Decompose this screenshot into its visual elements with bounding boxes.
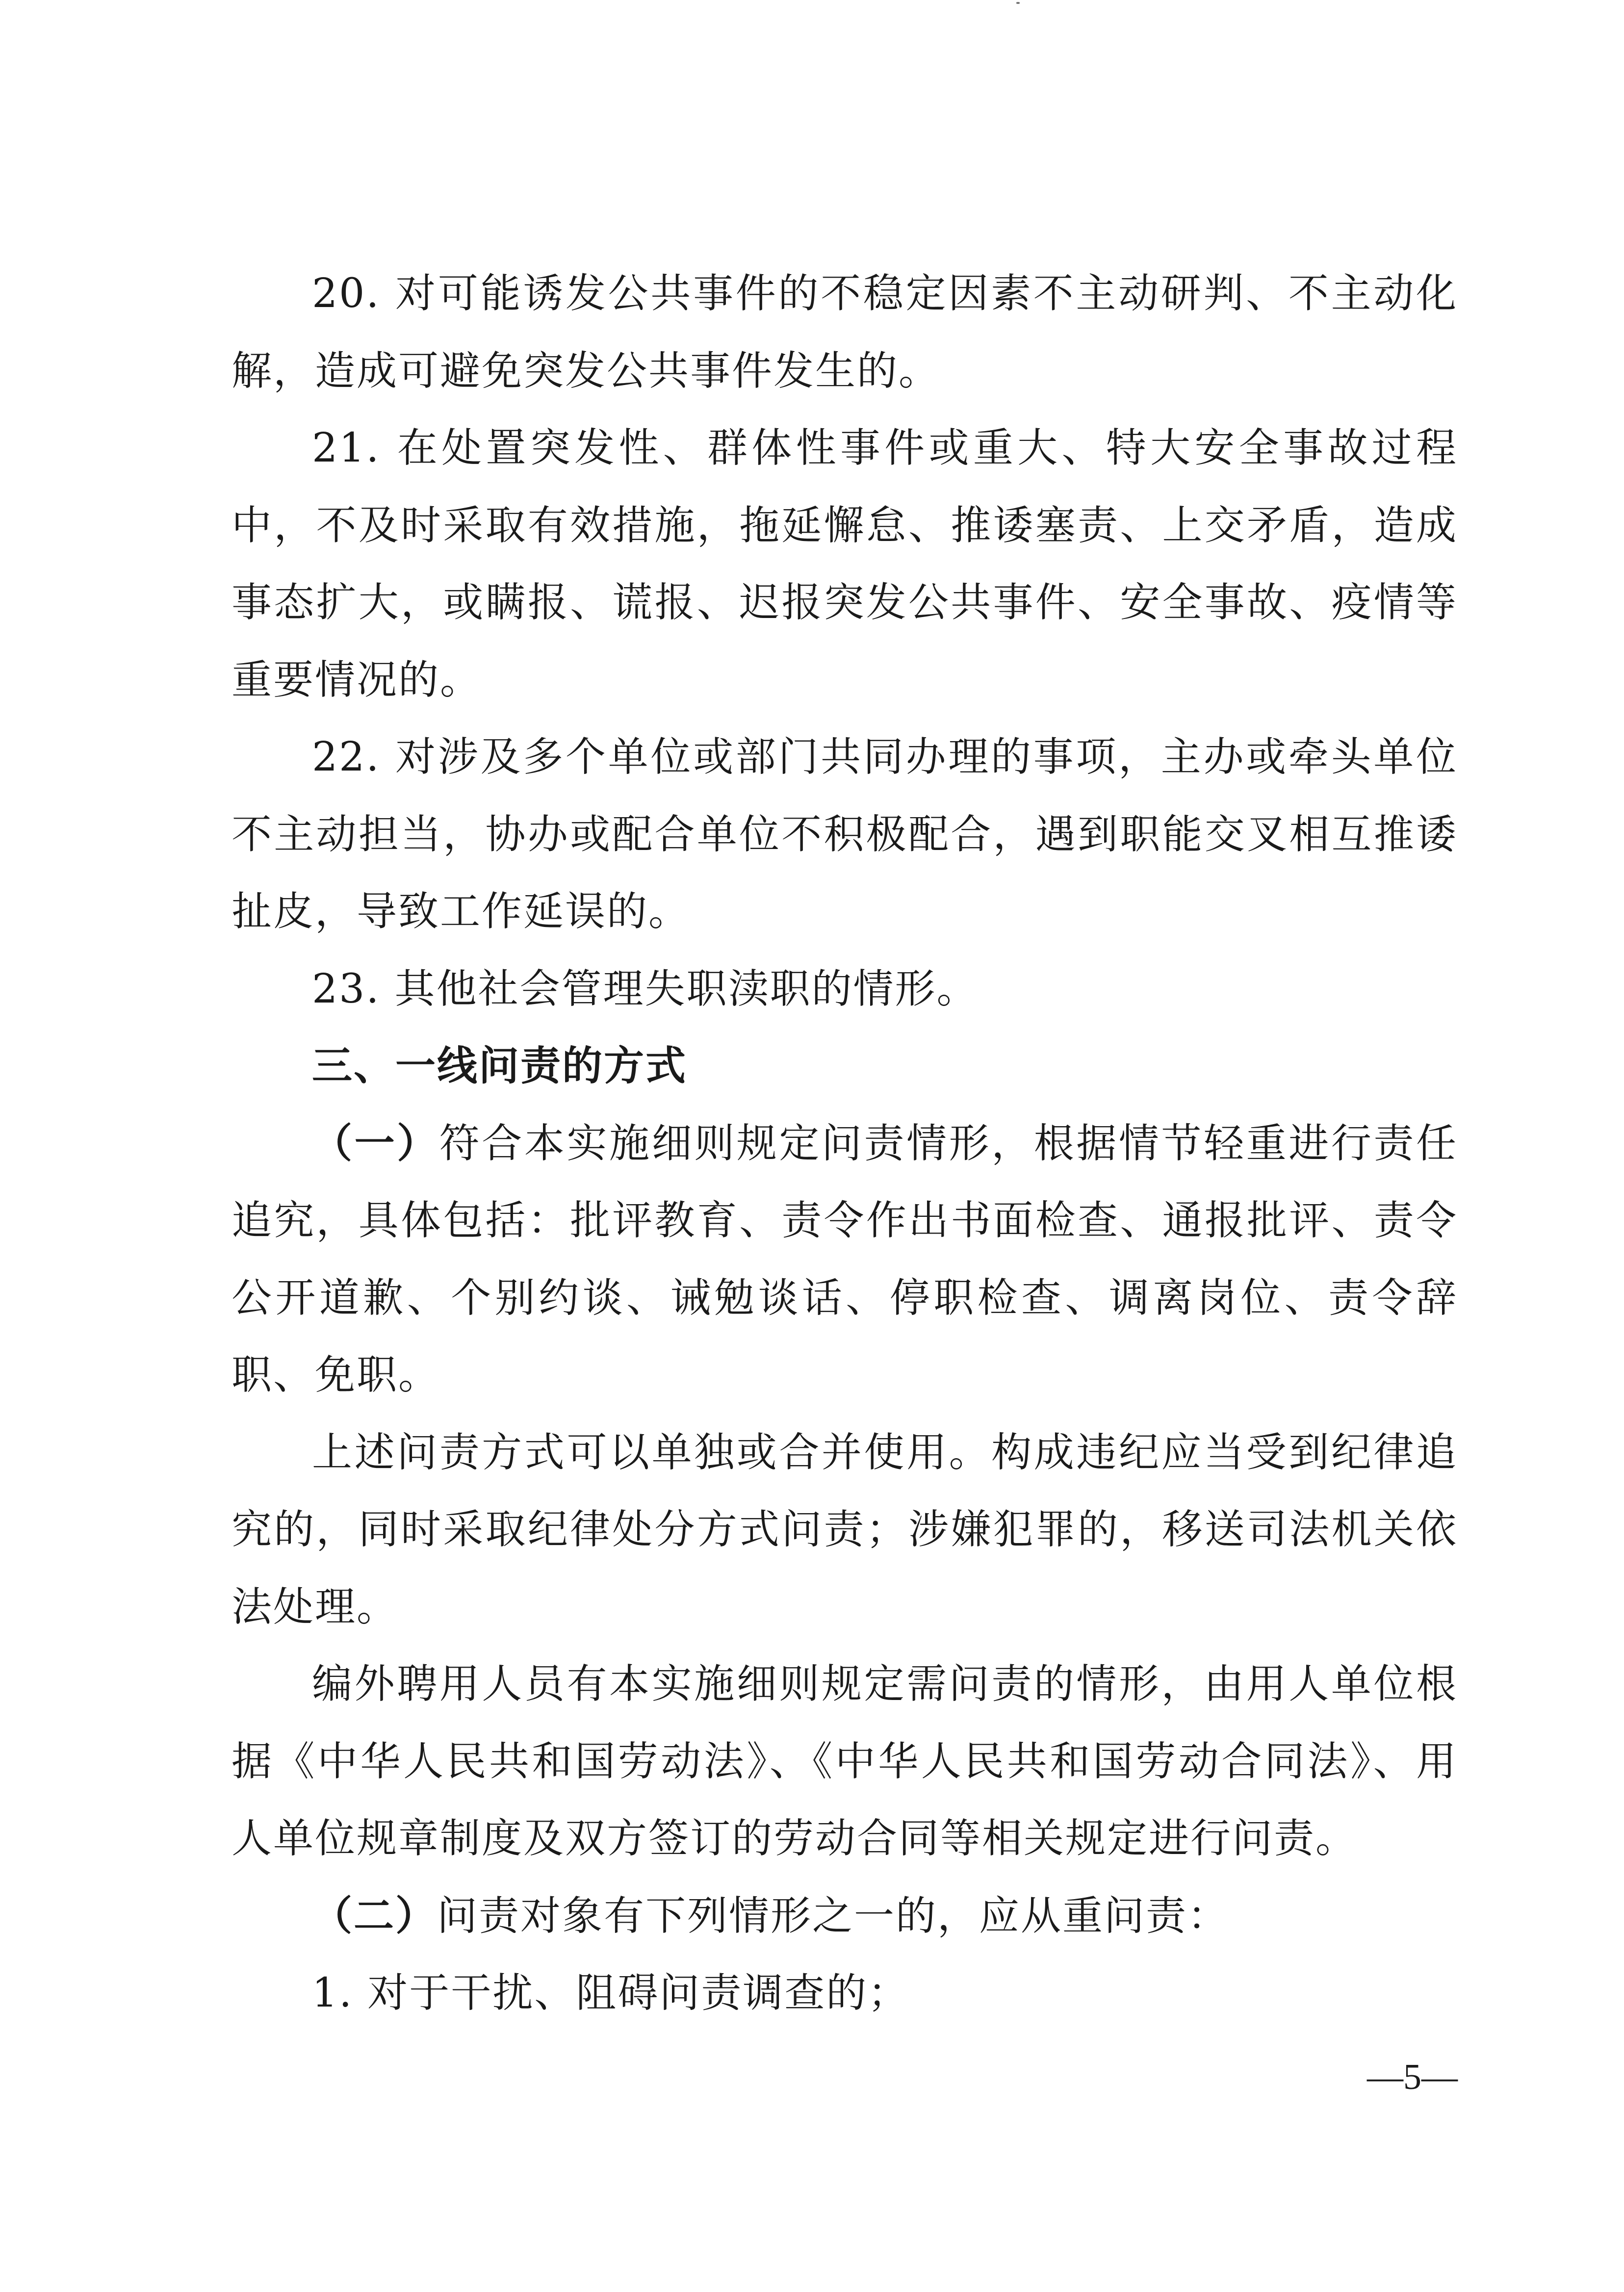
page-number: —5— xyxy=(1367,2057,1458,2097)
body-paragraph-contract-staff-text: 编外聘用人员有本实施细则规定需问责的情形，由用人单位根据《中华人民共和国劳动法》、《中华人民共和国劳动合同法》、用人单位规章制度及双方签订的劳动合同等相关规定进行问责。 xyxy=(232,1661,1458,1862)
item-1-text: 1. 对于干扰、阻碍问责调查的； xyxy=(312,1970,910,2016)
item-21-text: 21. 在处置突发性、群体性事件或重大、特大安全事故过程中，不及时采取有效措施，拖延懈怠、推诿塞责、上交矛盾，造成事态扩大，或瞒报、谎报、迟报突发公共事件、安全事故、疫情等重要情况的。 xyxy=(232,425,1458,703)
item-21 xyxy=(232,410,1458,719)
section-heading: 三、一线问责的方式 xyxy=(312,1043,688,1089)
item-20-text: 20. 对可能诱发公共事件的不稳定因素不主动研判、不主动化解，造成可避免突发公共事件发生的。 xyxy=(232,270,1458,394)
subsection-one xyxy=(232,1105,1458,1414)
item-23 xyxy=(232,951,1458,1028)
subsection-two xyxy=(232,1878,1458,1955)
scan-speck xyxy=(1016,2,1020,4)
document-body xyxy=(232,255,1458,2032)
body-paragraph-contract-staff xyxy=(232,1646,1458,1878)
item-20 xyxy=(232,255,1458,410)
body-paragraph-combined-use xyxy=(232,1414,1458,1646)
item-23-text: 23. 其他社会管理失职渎职的情形。 xyxy=(312,965,979,1012)
subsection-one-lead: （一） xyxy=(312,1120,439,1167)
item-22 xyxy=(232,719,1458,951)
subsection-two-text: 问责对象有下列情形之一的，应从重问责： xyxy=(437,1892,1230,1939)
item-22-text: 22. 对涉及多个单位或部门共同办理的事项，主办或牵头单位不主动担当，协办或配合单位不积极配合，遇到职能交叉相互推诿扯皮，导致工作延误的。 xyxy=(232,734,1458,935)
subsection-one-text: 符合本实施细则规定问责情形，根据情节轻重进行责任追究，具体包括：批评教育、责令作出书面检查、通报批评、责令公开道歉、个别约谈、诫勉谈话、停职检查、调离岗位、责令辞职、免职。 xyxy=(232,1120,1458,1398)
item-1 xyxy=(232,1955,1458,2032)
body-paragraph-combined-use-text: 上述问责方式可以单独或合并使用。构成违纪应当受到纪律追究的，同时采取纪律处分方式问责；涉嫌犯罪的，移送司法机关依法处理。 xyxy=(232,1429,1458,1630)
subsection-two-lead: （二） xyxy=(312,1892,438,1939)
